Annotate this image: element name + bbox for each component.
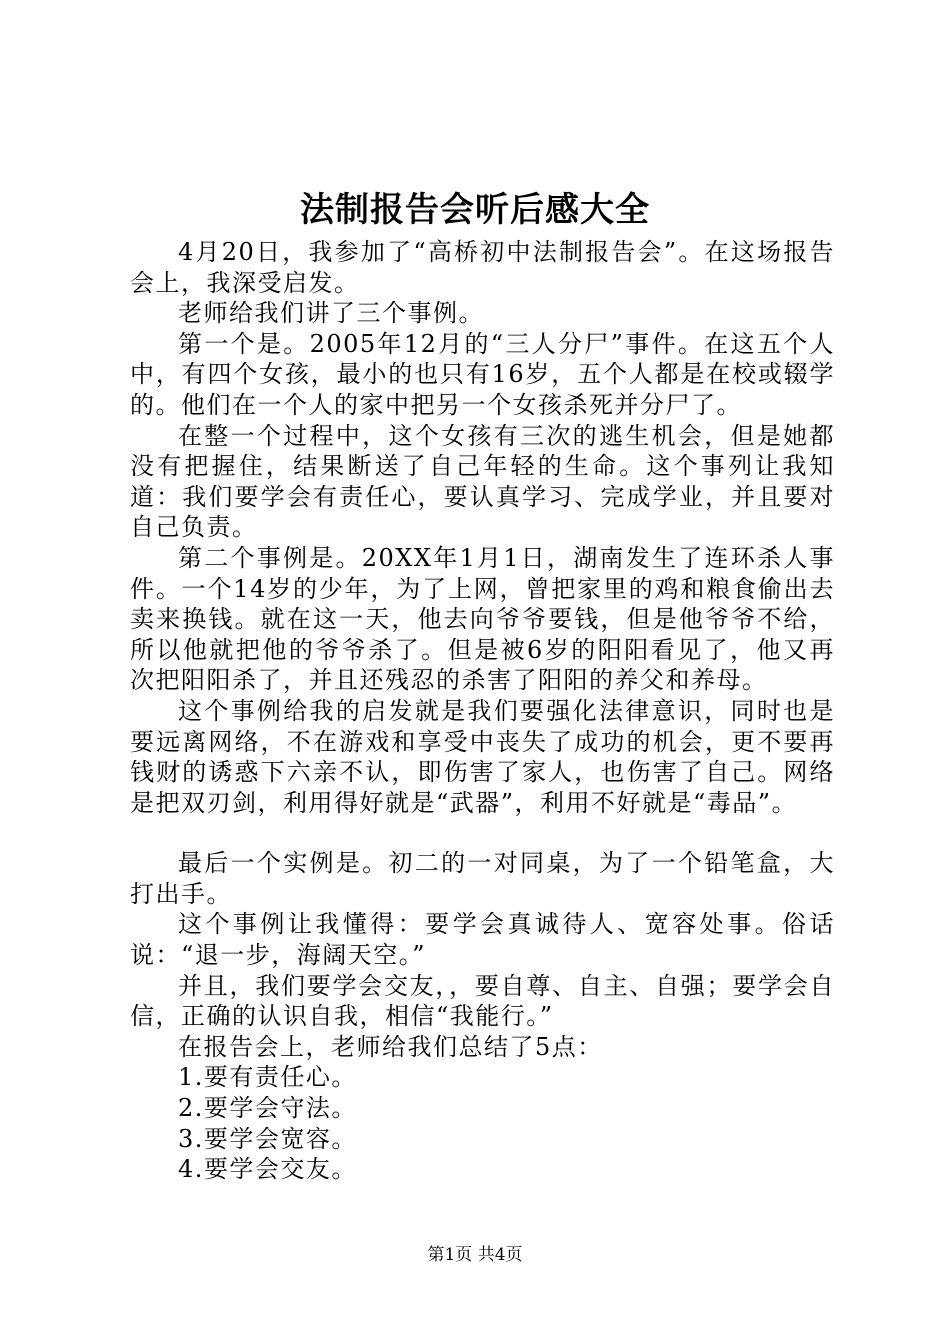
paragraph-case-two: 第二个事例是。20XX年1月1日，湖南发生了连环杀人事件。一个14岁的少年，为了上网，曾把家里的鸡和粮食偷出去卖来换钱。就在这一天，他去向爷爷要钱，但是他爷爷不给，所以他就把他的爷爷杀了。但是被6岁的阳阳看见了，他又再次把阳阳杀了，并且还残忍的杀害了阳阳的养父和养母。 xyxy=(130,543,835,695)
paragraph-case-one-lesson: 在整一个过程中，这个女孩有三次的逃生机会，但是她都没有把握住，结果断送了自己年轻的生命。这个事列让我知道：我们要学会有责任心，要认真学习、完成学业，并且要对自己负责。 xyxy=(130,421,835,542)
page-title: 法制报告会听后感大全 xyxy=(300,190,650,230)
page-number-footer: 第1页 共4页 xyxy=(427,1245,523,1265)
paragraph-case-three: 最后一个实例是。初二的一对同桌，为了一个铅笔盒，大打出手。 xyxy=(130,849,835,908)
list-item: 4.要学会交友。 xyxy=(178,1155,357,1184)
paragraph-friendship: 并且，我们要学会交友，，要自尊、自主、自强；要学会自信，正确的认识自我，相信“我能行。” xyxy=(130,971,835,1031)
paragraph-case-three-lesson: 这个事例让我懂得：要学会真诚待人、宽容处事。俗话说：“退一步，海阔天空。” xyxy=(130,910,835,970)
list-item: 3.要学会宽容。 xyxy=(178,1124,357,1153)
list-item: 2.要学会守法。 xyxy=(178,1094,357,1123)
document-body xyxy=(130,237,835,1185)
paragraph-summary-intro: 在报告会上，老师给我们总结了5点： xyxy=(178,1032,603,1061)
paragraph-cases-intro: 老师给我们讲了三个事例。 xyxy=(178,299,484,328)
paragraph-case-one: 第一个是。2005年12月的“三人分尸”事件。在这五个人中，有四个女孩，最小的也只有16岁，五个人都是在校或辍学的。他们在一个人的家中把另一个女孩杀死并分尸了。 xyxy=(130,329,835,419)
list-item: 1.要有责任心。 xyxy=(178,1063,357,1092)
paragraph-intro: 4月20日，我参加了“高桥初中法制报告会”。在这场报告会上，我深受启发。 xyxy=(130,238,835,297)
paragraph-case-two-lesson: 这个事例给我的启发就是我们要强化法律意识，同时也是要远离网络，不在游戏和享受中丧失了成功的机会，更不要再钱财的诱惑下六亲不认，即伤害了家人，也伤害了自己。网络是把双刃剑，利用得好就是“武器”，利用不好就是“毒品”。 xyxy=(130,696,835,817)
